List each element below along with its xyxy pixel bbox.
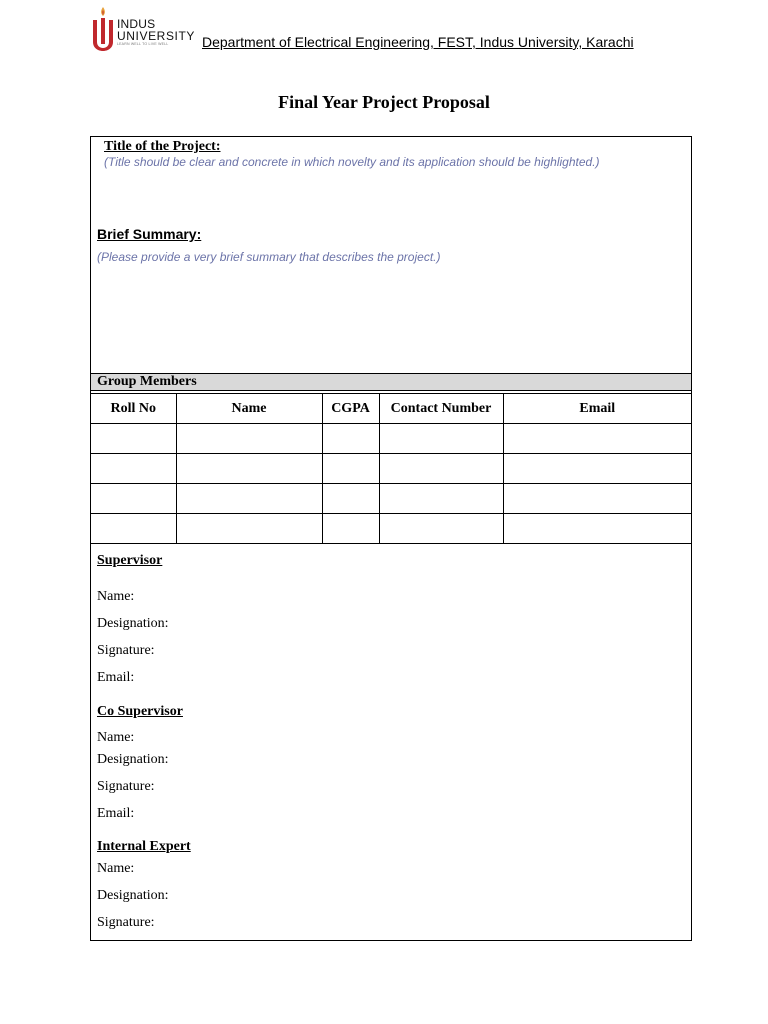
email-cell[interactable]: [503, 424, 691, 454]
project-title-hint: (Title should be clear and concrete in which novelty and its application should be highlighted.): [104, 155, 600, 169]
logo-line-indus: INDUS: [117, 17, 156, 31]
email-cell[interactable]: [503, 454, 691, 484]
group-members-heading: Group Members: [97, 374, 197, 389]
contact-number-cell[interactable]: [379, 484, 503, 514]
column-header-name: Name: [176, 394, 322, 424]
name-cell[interactable]: [176, 514, 322, 544]
column-header-contact-number: Contact Number: [379, 394, 503, 424]
supervisor-signature-label: Signature:: [97, 643, 155, 658]
department-name: Department of Electrical Engineering, FEST, Indus University, Karachi: [202, 34, 634, 50]
contact-number-cell[interactable]: [379, 424, 503, 454]
table-row: [91, 424, 691, 454]
name-cell[interactable]: [176, 424, 322, 454]
logo-tagline: LEARN WELL TO LIVE WELL: [117, 42, 169, 46]
contact-number-cell[interactable]: [379, 514, 503, 544]
supervisor-designation-label: Designation:: [97, 616, 169, 631]
roll-no-cell[interactable]: [91, 514, 176, 544]
name-cell[interactable]: [176, 484, 322, 514]
co-supervisor-heading: Co Supervisor: [97, 704, 183, 719]
column-header-roll-no: Roll No: [91, 394, 176, 424]
roll-no-cell[interactable]: [91, 484, 176, 514]
supervisor-heading: Supervisor: [97, 553, 163, 568]
internal-expert-heading: Internal Expert: [97, 839, 191, 854]
table-row: [91, 454, 691, 484]
proposal-form: [90, 136, 692, 941]
brief-summary-hint: (Please provide a very brief summary that describes the project.): [97, 250, 441, 264]
cgpa-cell[interactable]: [322, 454, 379, 484]
brief-summary-label: Brief Summary:: [97, 226, 202, 242]
column-header-cgpa: CGPA: [322, 394, 379, 424]
university-torch-logo-icon: [90, 6, 116, 52]
roll-no-cell[interactable]: [91, 454, 176, 484]
co-supervisor-name-label: Name:: [97, 730, 135, 745]
roll-no-cell[interactable]: [91, 424, 176, 454]
table-row: [91, 484, 691, 514]
internal-expert-designation-label: Designation:: [97, 888, 169, 903]
email-cell[interactable]: [503, 484, 691, 514]
internal-expert-signature-label: Signature:: [97, 915, 155, 930]
indus-university-logo: [90, 6, 200, 52]
supervisor-email-label: Email:: [97, 670, 135, 685]
group-members-table: [91, 393, 691, 544]
table-row: [91, 514, 691, 544]
email-cell[interactable]: [503, 514, 691, 544]
contact-number-cell[interactable]: [379, 454, 503, 484]
document-title: Final Year Project Proposal: [278, 92, 490, 112]
co-supervisor-designation-label: Designation:: [97, 752, 169, 767]
table-header-row: [91, 394, 691, 424]
co-supervisor-email-label: Email:: [97, 806, 135, 821]
cgpa-cell[interactable]: [322, 484, 379, 514]
project-title-label: Title of the Project:: [104, 139, 221, 154]
supervisor-name-label: Name:: [97, 589, 135, 604]
logo-wordmark: [117, 18, 195, 47]
document-header: [90, 6, 680, 54]
cgpa-cell[interactable]: [322, 514, 379, 544]
name-cell[interactable]: [176, 454, 322, 484]
column-header-email: Email: [503, 394, 691, 424]
internal-expert-name-label: Name:: [97, 861, 135, 876]
co-supervisor-signature-label: Signature:: [97, 779, 155, 794]
logo-line-university: UNIVERSITY: [117, 29, 196, 43]
cgpa-cell[interactable]: [322, 424, 379, 454]
group-members-header-band: [91, 373, 691, 391]
